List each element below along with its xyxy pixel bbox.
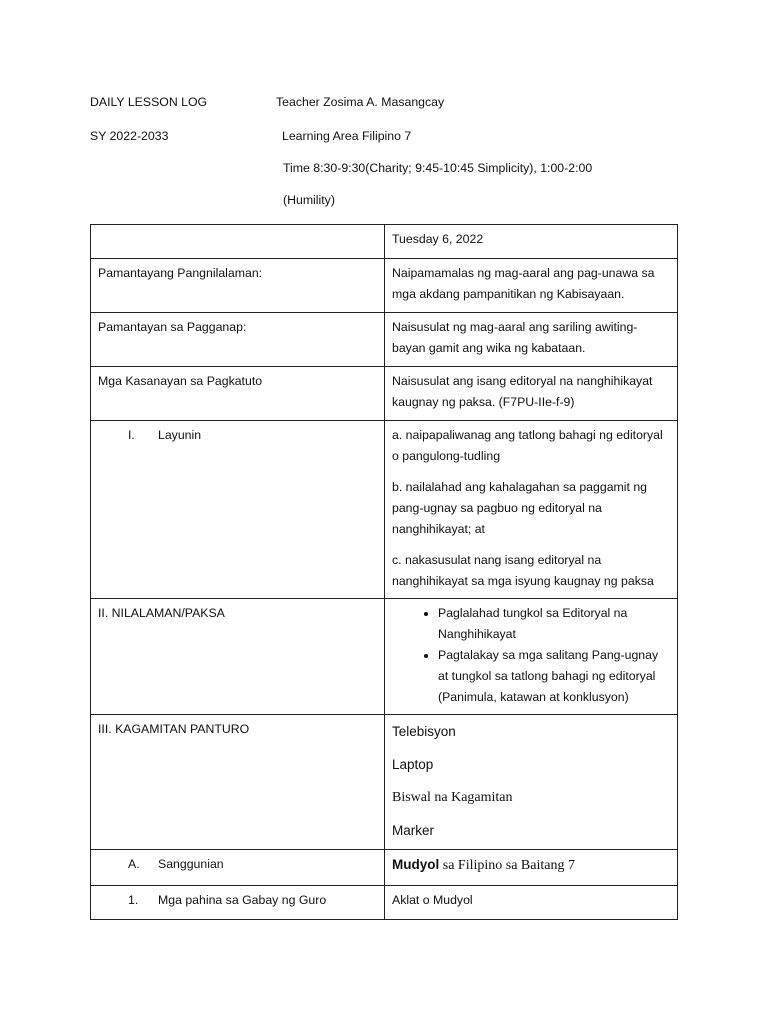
row-number: 1.	[128, 893, 139, 907]
objective-item: a. naipapaliwanag ang tatlong bahagi ng editoryal o pangulong-tudling	[392, 428, 663, 463]
row-label: II. NILALAMAN/PAKSA	[91, 599, 385, 715]
objective-item: c. nakasusulat nang isang editoryal na nanghihikayat sa mga isyung kaugnay ng paksa	[392, 553, 654, 588]
row-value	[385, 421, 678, 599]
table-row-sanggunian	[91, 850, 678, 886]
table-row-pagganap	[91, 313, 678, 367]
objective-item: b. nailalahad ang kahalagahan sa paggamit ng pang-ugnay sa pagbuo ng editoryal na nanghihikayat; at	[392, 480, 648, 536]
lesson-date: Tuesday 6, 2022	[385, 225, 678, 259]
row-value: Naisusulat ang isang editoryal na nanghihikayat kaugnay ng paksa. (F7PU-IIe-f-9)	[385, 367, 678, 421]
row-label: III. KAGAMITAN PANTURO	[91, 715, 385, 850]
empty-cell	[91, 225, 385, 259]
row-number: A.	[128, 857, 140, 871]
row-value: Aklat o Mudyol	[385, 886, 678, 920]
material-item: Telebisyon	[392, 724, 456, 739]
table-row-nilalaman	[91, 599, 678, 715]
topic-list	[392, 603, 670, 708]
row-label: Pamantayang Pangnilalaman:	[91, 259, 385, 313]
row-value: Naipamamalas ng mag-aaral ang pag-unawa sa mga akdang pampanitikan ng Kabisayaan.	[385, 259, 678, 313]
table-row-kagamitan	[91, 715, 678, 850]
doc-title: DAILY LESSON LOG	[90, 95, 208, 109]
table-row-layunin	[91, 421, 678, 599]
lesson-table	[90, 224, 678, 920]
table-row-kasanayan	[91, 367, 678, 421]
row-value	[385, 599, 678, 715]
learning-area: Learning Area Filipino 7	[282, 129, 412, 143]
table-row-gabay	[91, 886, 678, 920]
row-label-text: Sanggunian	[158, 857, 224, 871]
row-label	[91, 421, 385, 599]
list-item: • Pagtalakay sa mga salitang Pang-ugnay at tungkol sa tatlong bahagi ng editoryal (Panimula, katawan at konklusyon)	[438, 645, 670, 708]
row-value	[385, 715, 678, 850]
row-label-text: Mga pahina sa Gabay ng Guro	[158, 893, 327, 907]
material-item: Laptop	[392, 757, 434, 772]
teacher-name: Teacher Zosima A. Masangcay	[276, 95, 445, 109]
table-row-date	[91, 225, 678, 259]
row-label: Mga Kasanayan sa Pagkatuto	[91, 367, 385, 421]
school-year: SY 2022-2033	[90, 129, 169, 143]
class-time: Time 8:30-9:30(Charity; 9:45-10:45 Simplicity), 1:00-2:00	[283, 161, 593, 175]
material-item: Marker	[392, 823, 435, 838]
row-value: Naisusulat ng mag-aaral ang sariling awiting-bayan gamit ang wika ng kabataan.	[385, 313, 678, 367]
reference-rest: sa Filipino sa Baitang 7	[439, 858, 575, 873]
row-label	[91, 886, 385, 920]
row-value	[385, 850, 678, 886]
row-number: I.	[128, 428, 135, 442]
list-item: • Paglalahad tungkol sa Editoryal na Nanghihikayat	[438, 603, 670, 645]
row-label	[91, 850, 385, 886]
reference-bold: Mudyol	[392, 857, 440, 872]
material-item: Biswal na Kagamitan	[392, 790, 513, 805]
table-row-pangnilalaman	[91, 259, 678, 313]
row-label: Pamantayan sa Pagganap:	[91, 313, 385, 367]
row-label-text: Layunin	[158, 428, 202, 442]
class-time-continued: (Humility)	[283, 193, 335, 207]
